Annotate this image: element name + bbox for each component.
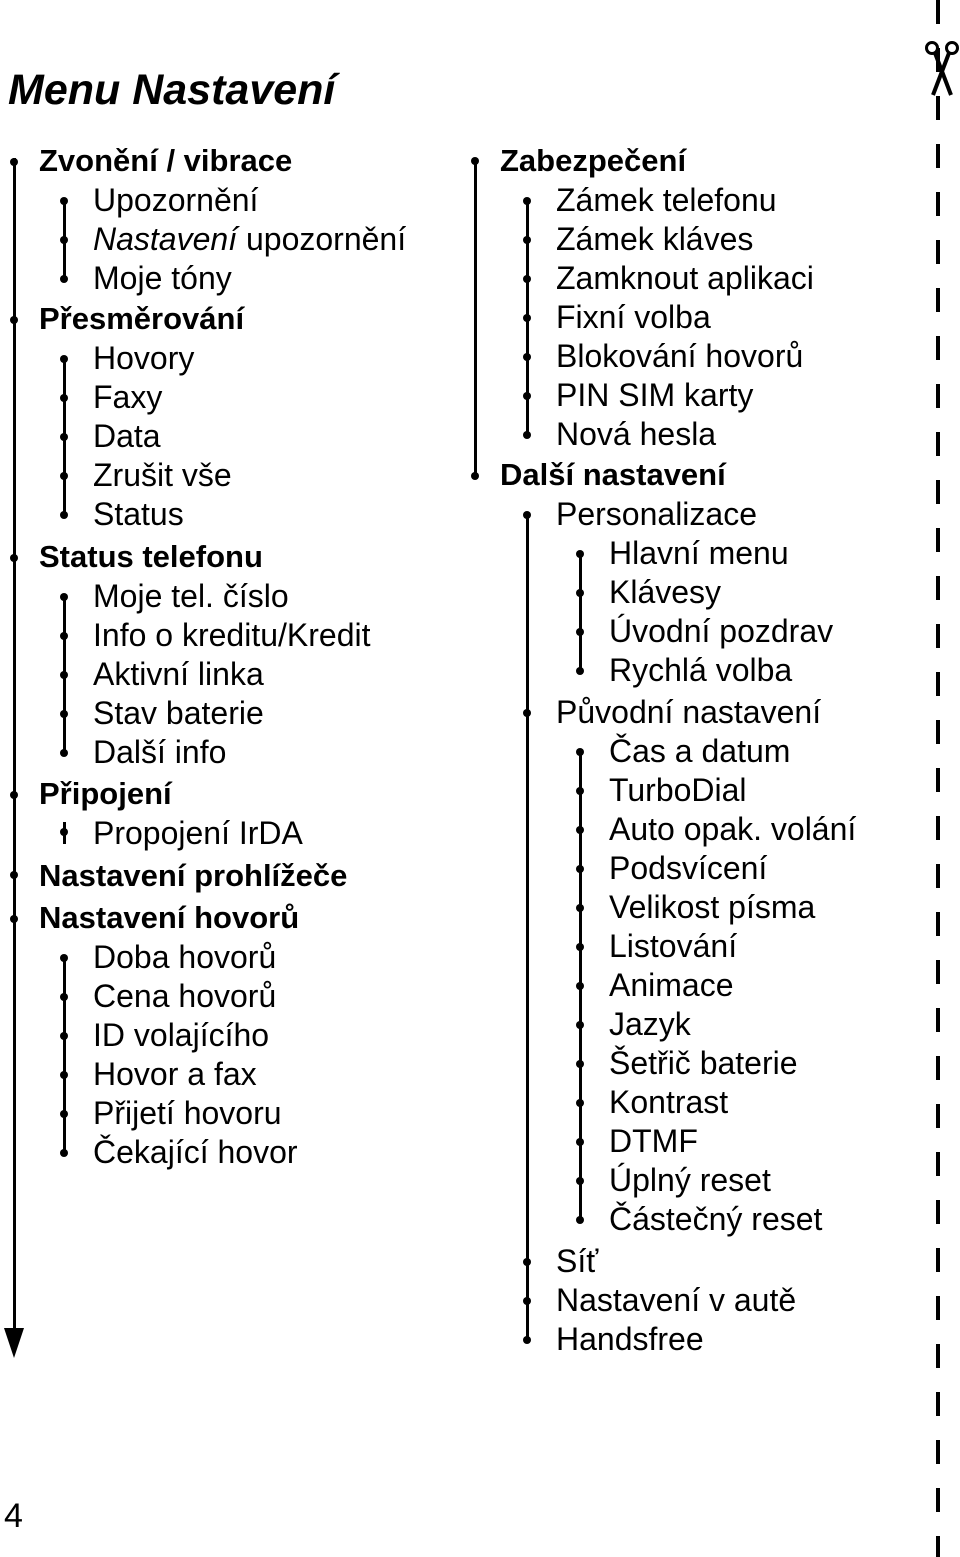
bullet <box>60 236 68 244</box>
menu-item[interactable]: Částečný reset <box>609 1201 823 1237</box>
bullet <box>60 671 68 679</box>
menu-item[interactable]: Status <box>93 496 184 532</box>
bullet <box>576 628 584 636</box>
bullet <box>60 1032 68 1040</box>
menu-item[interactable]: Čekající hovor <box>93 1134 298 1170</box>
bullet <box>576 1060 584 1068</box>
menu-item[interactable]: Síť <box>556 1243 599 1279</box>
arrow-down-icon <box>4 1328 24 1358</box>
bullet <box>576 1138 584 1146</box>
bullet <box>576 982 584 990</box>
sub-line <box>526 513 529 1339</box>
bullet <box>523 392 531 400</box>
menu-item[interactable]: Upozornění <box>93 182 259 218</box>
menu-item[interactable]: Moje tel. číslo <box>93 578 289 614</box>
bullet <box>523 1336 531 1344</box>
menu-item[interactable]: Moje tóny <box>93 260 232 296</box>
bullet <box>576 1216 584 1224</box>
bullet <box>523 431 531 439</box>
menu-item[interactable]: Propojení IrDA <box>93 815 303 851</box>
bullet <box>576 787 584 795</box>
italic-word: Nastavení <box>93 221 238 257</box>
bullet <box>60 472 68 480</box>
bullet <box>60 433 68 441</box>
bullet <box>576 550 584 558</box>
menu-item[interactable]: ID volajícího <box>93 1017 270 1053</box>
menu-dalsi-nastaveni[interactable]: Další nastavení <box>500 457 726 492</box>
bullet <box>576 904 584 912</box>
bullet <box>471 157 479 165</box>
menu-item[interactable]: Zámek kláves <box>556 221 754 257</box>
menu-item[interactable]: Aktivní linka <box>93 656 264 692</box>
bullet <box>523 353 531 361</box>
bullet <box>10 316 18 324</box>
menu-item[interactable]: Přijetí hovoru <box>93 1095 282 1131</box>
menu-item[interactable]: Info o kreditu/Kredit <box>93 617 371 653</box>
bullet <box>60 954 68 962</box>
menu-pripojeni[interactable]: Připojení <box>39 776 172 811</box>
menu-item[interactable]: Kontrast <box>609 1084 729 1120</box>
menu-item[interactable]: Nastavení v autě <box>556 1282 797 1318</box>
menu-zvoneni[interactable]: Zvonění / vibrace <box>39 143 293 178</box>
sub-line <box>579 552 582 670</box>
bullet <box>10 915 18 923</box>
scissors-icon <box>925 40 959 98</box>
bullet <box>60 1071 68 1079</box>
bullet <box>60 1149 68 1157</box>
menu-item[interactable]: Cena hovorů <box>93 978 277 1014</box>
bullet <box>523 236 531 244</box>
bullet <box>576 667 584 675</box>
bullet <box>576 943 584 951</box>
bullet <box>576 1099 584 1107</box>
bullet <box>576 865 584 873</box>
menu-puvodni-nastaveni[interactable]: Původní nastavení <box>556 694 822 730</box>
menu-item[interactable]: Velikost písma <box>609 889 816 925</box>
right-main-line <box>474 158 477 476</box>
menu-item[interactable]: Blokování hovorů <box>556 338 804 374</box>
bullet <box>60 828 68 836</box>
bullet <box>576 1177 584 1185</box>
bullet <box>60 710 68 718</box>
bullet <box>60 275 68 283</box>
bullet <box>10 871 18 879</box>
menu-item[interactable]: Klávesy <box>609 574 722 610</box>
menu-item[interactable]: PIN SIM karty <box>556 377 754 413</box>
menu-personalizace[interactable]: Personalizace <box>556 496 757 532</box>
menu-item[interactable]: Čas a datum <box>609 733 791 769</box>
menu-item[interactable]: Nová hesla <box>556 416 717 452</box>
sub-line <box>63 956 66 1152</box>
menu-item[interactable]: Rychlá volba <box>609 652 793 688</box>
page-number: 4 <box>4 1497 23 1535</box>
menu-item[interactable]: Faxy <box>93 379 163 415</box>
bullet <box>60 632 68 640</box>
menu-item[interactable]: Úvodní pozdrav <box>609 613 834 649</box>
menu-item[interactable]: Handsfree <box>556 1321 704 1357</box>
bullet <box>10 791 18 799</box>
bullet <box>60 355 68 363</box>
menu-item[interactable]: TurboDial <box>609 772 747 808</box>
menu-item[interactable]: Listování <box>609 928 738 964</box>
bullet <box>576 826 584 834</box>
bullet <box>10 158 18 166</box>
menu-item[interactable]: Zamknout aplikaci <box>556 260 814 296</box>
menu-status-telefonu[interactable]: Status telefonu <box>39 539 263 574</box>
word: upozornění <box>237 221 407 257</box>
bullet <box>523 314 531 322</box>
menu-item[interactable]: Fixní volba <box>556 299 711 335</box>
menu-prohlizec[interactable]: Nastavení prohlížeče <box>39 858 348 893</box>
menu-zabezpeceni[interactable]: Zabezpečení <box>500 143 687 178</box>
bullet <box>471 472 479 480</box>
page-title: Menu Nastavení <box>8 66 336 114</box>
menu-item[interactable]: Zámek telefonu <box>556 182 777 218</box>
bullet <box>523 1258 531 1266</box>
bullet <box>60 511 68 519</box>
menu-presmerovani[interactable]: Přesměrování <box>39 301 245 336</box>
bullet <box>60 197 68 205</box>
bullet <box>576 589 584 597</box>
menu-item[interactable]: Hovory <box>93 340 195 376</box>
menu-item[interactable]: Hovor a fax <box>93 1056 257 1092</box>
bullet <box>523 275 531 283</box>
menu-item[interactable]: Doba hovorů <box>93 939 277 975</box>
menu-item[interactable] <box>93 220 406 258</box>
left-main-line <box>13 158 16 1338</box>
bullet <box>60 1110 68 1118</box>
menu-item[interactable]: Podsvícení <box>609 850 768 886</box>
cut-line <box>936 0 940 1557</box>
bullet <box>60 993 68 1001</box>
menu-item[interactable]: DTMF <box>609 1123 698 1159</box>
menu-item[interactable]: Úplný reset <box>609 1162 771 1198</box>
menu-item[interactable]: Hlavní menu <box>609 535 789 571</box>
menu-item[interactable]: Data <box>93 418 161 454</box>
bullet <box>576 1021 584 1029</box>
menu-item[interactable]: Další info <box>93 734 227 770</box>
menu-item[interactable]: Stav baterie <box>93 695 264 731</box>
menu-item[interactable]: Šetřič baterie <box>609 1045 798 1081</box>
bullet <box>576 748 584 756</box>
bullet <box>523 1297 531 1305</box>
menu-item[interactable]: Animace <box>609 967 734 1003</box>
bullet <box>523 511 531 519</box>
menu-hovory[interactable]: Nastavení hovorů <box>39 900 300 935</box>
menu-item[interactable]: Auto opak. volání <box>609 811 857 847</box>
menu-item[interactable]: Zrušit vše <box>93 457 232 493</box>
bullet <box>60 394 68 402</box>
bullet <box>60 593 68 601</box>
bullet <box>523 197 531 205</box>
bullet <box>10 554 18 562</box>
bullet <box>523 709 531 717</box>
menu-item[interactable]: Jazyk <box>609 1006 691 1042</box>
bullet <box>60 749 68 757</box>
